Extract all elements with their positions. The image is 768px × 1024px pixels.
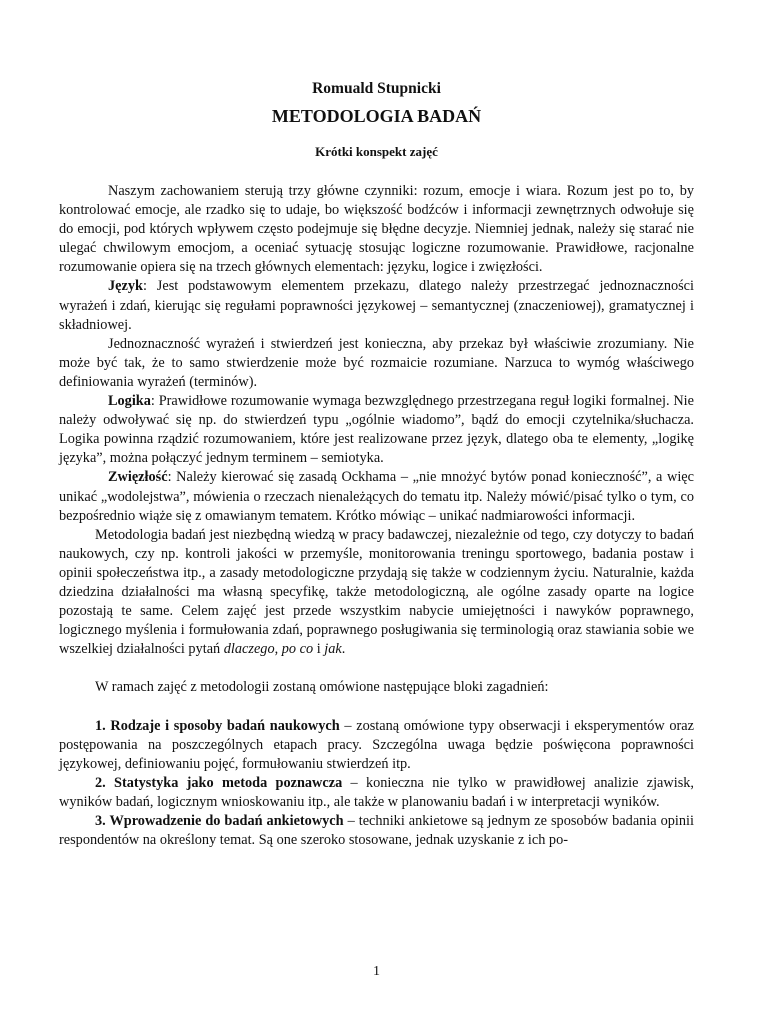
list-item bbox=[59, 812, 694, 850]
metodologia-sep: , bbox=[274, 641, 282, 658]
page-number: 1 bbox=[373, 964, 380, 979]
list-item bbox=[59, 717, 694, 774]
list-item-heading: 3. Wprowadzenie do badań ankietowych bbox=[95, 813, 344, 830]
question-dlaczego: dlaczego bbox=[223, 641, 275, 658]
list-item-heading: 1. Rodzaje i sposoby badań naukowych bbox=[95, 717, 340, 734]
document-title: METODOLOGIA BADAŃ bbox=[271, 106, 482, 126]
list-item-text: – zostaną omówione typy obserwacji i eksperymentów oraz postępowania na poszczególnych etapach pracy. Szczególna uwaga będzie poświęcona poprawności językowej, definiowaniu pojęć, formułowaniu stwierdzeń itp. bbox=[59, 717, 694, 772]
metodologia-paragraph bbox=[59, 526, 694, 660]
list-item-heading: 2. Statystyka jako metoda poznawcza bbox=[95, 774, 343, 791]
list-item-text: – techniki ankietowe są jednym ze sposobów badania opinii respondentów na określony temat. Są one szeroko stosowane, jednak uzyskanie z ich po- bbox=[59, 813, 694, 849]
question-jak: jak bbox=[324, 641, 342, 658]
bloki-intro-paragraph: W ramach zajęć z metodologii zostaną omówione następujące bloki zagadnień: bbox=[95, 679, 549, 696]
list-item bbox=[59, 774, 694, 812]
zwiezlosc-term: Zwięzłość bbox=[108, 469, 168, 486]
intro-paragraph: Naszym zachowaniem sterują trzy główne czynniki: rozum, emocje i wiara. Rozum jest po to, by kontrolować emocje, ale rzadko się to udaje, bo większość bodźców i informacji zewnętrznych odwołuje się do emocji, pod których wpływem często podejmuje się błędne decyzje. Niemniej jednak, należy się starać nie ulegać chwilowym emocjom, a oceniać sytuację stosując logiczne rozumowanie. Prawidłowe, racjonalne rozumowanie opiera się na trzech głównych elementach: języku, logice i zwięzłości. bbox=[59, 183, 694, 276]
list-item-text: – konieczna nie tylko w prawidłowej analizie zjawisk, wyników badań, logicznym wnioskowaniu itp., ale także w planowaniu badań i w interpretacji wyników. bbox=[59, 774, 694, 810]
zwiezlosc-text: : Należy kierować się zasadą Ockhama – „nie mnożyć bytów ponad konieczność”, a więc unikać „wodolejstwa”, mówienia o rzeczach nienależących do tematu itp. Należy mówić/pisać tylko o tym, co bezpośrednio wiąże się z omawianym tematem. Krótko mówiąc – unikać nadmiarowości informacji. bbox=[59, 469, 694, 524]
zwiezlosc-paragraph bbox=[59, 468, 694, 525]
question-po-co: po co bbox=[281, 641, 314, 658]
jednoznacznosc-paragraph: Jednoznaczność wyrażeń i stwierdzeń jest konieczna, aby przekaz był właściwie zrozumiany. Nie może być tak, że to samo stwierdzenie może być rozmaicie rozumiane. Narzuca to wymóg właściwego definiowania wyrażeń (terminów). bbox=[59, 335, 694, 390]
logika-text: : Prawidłowe rozumowanie wymaga bezwzględnego przestrzegana reguł logiki formalnej. Nie należy odwoływać się np. do stwierdzeń typu „ogólnie wiadomo”, bądź do emocji czytelnika/słuchacza. Logika powinna rządzić rozumowaniem, które jest realizowane przez język, dlatego oba te elementy, „logikę języka”, można połączyć jednym terminem – semiotyka. bbox=[59, 393, 694, 467]
author-name: Romuald Stupnicki bbox=[312, 80, 441, 97]
logika-paragraph bbox=[59, 392, 694, 468]
jezyk-text: : Jest podstawowym elementem przekazu, dlatego należy przestrzegać jednoznaczności wyrażeń i zdań, kierując się regułami poprawności językowej – semantycznej (znaczeniowej), gramatycznej i składniowej. bbox=[59, 278, 694, 333]
jezyk-paragraph bbox=[59, 277, 694, 334]
metodologia-text: Metodologia badań jest niezbędną wiedzą w pracy badawczej, niezależnie od tego, czy dotyczy to badań naukowych, czy np. kontroli jakości w przemyśle, monitorowania treningu sportowego, badania postaw i opinii społeczeństwa itp., a zasady metodologiczne przydają się także w codziennym życiu. Naturalnie, każda dziedzina działalności ma własną specyfikę, także metodologiczną, ale ogólne zasady oparte na logice pozostają te same. Celem zajęć jest przede wszystkim nabycie umiejętności i nawyków poprawnego, logicznego myślenia i formułowania zdań, poprawnego posługiwania się terminologią oraz stawiania sobie we wszelkiej działalności pytań bbox=[59, 526, 694, 658]
document-body bbox=[59, 182, 694, 850]
metodologia-and: i bbox=[313, 641, 325, 658]
logika-term: Logika bbox=[108, 393, 151, 410]
document-subtitle: Krótki konspekt zajęć bbox=[315, 144, 438, 159]
metodologia-end: . bbox=[341, 641, 346, 658]
jezyk-term: Język bbox=[108, 278, 143, 295]
document-page bbox=[59, 0, 694, 1024]
